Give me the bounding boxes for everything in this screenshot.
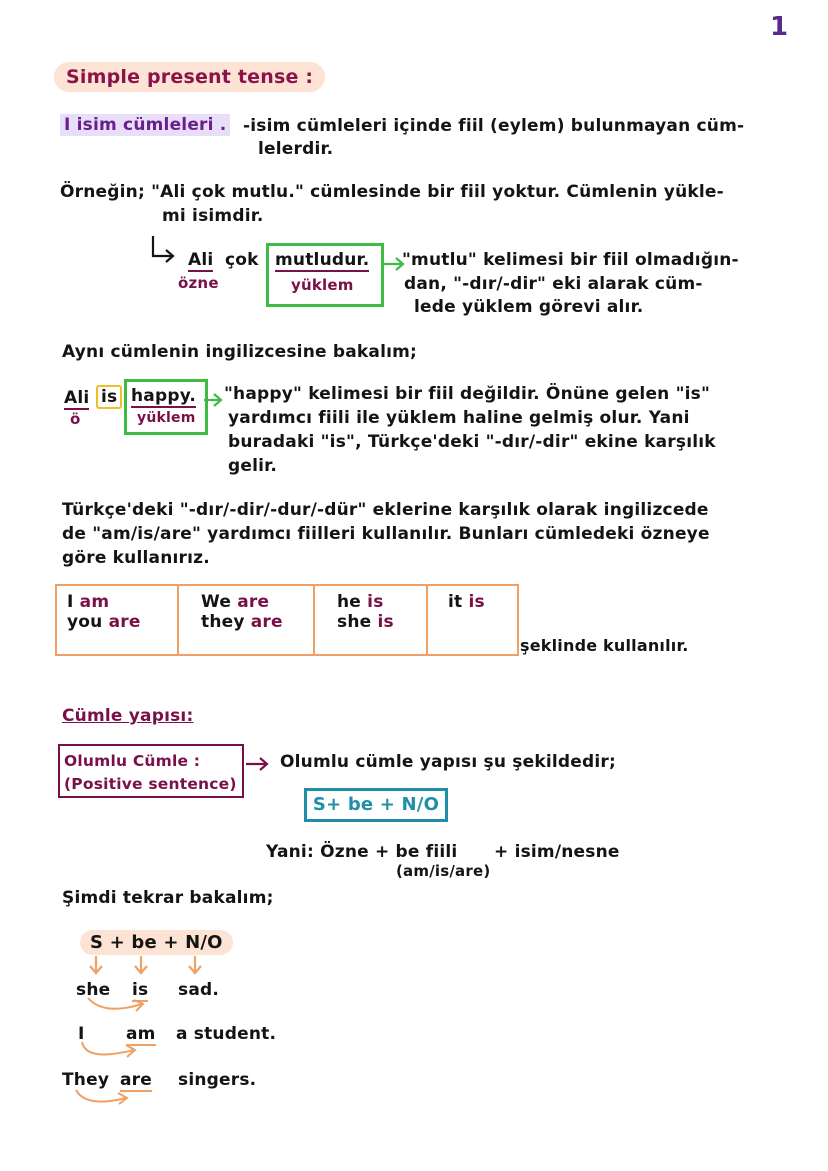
green-arrow-icon-2 [204, 392, 226, 408]
pronoun: she [337, 612, 372, 632]
english-explain-line-3: buradaki "is", Türkçe'deki "-dır/-dir" ekine karşılık [228, 432, 716, 452]
structure-heading: Cümle yapısı: [62, 706, 194, 726]
positive-line-1: Olumlu Cümle : [64, 752, 201, 770]
pronoun-cell-4 [428, 586, 513, 654]
table-suffix: şeklinde kullanılır. [520, 636, 689, 655]
pronoun-cell-2 [179, 586, 315, 654]
positive-sentence-box [58, 744, 244, 798]
english-word-is: is [96, 385, 122, 409]
pronoun-row [201, 612, 303, 632]
word-mutludur: mutludur. [275, 250, 370, 270]
yuklem-box [266, 243, 384, 307]
example-rest: a student. [176, 1024, 277, 1044]
english-explain-line-1: "happy" kelimesi bir fiil değildir. Önüne gelen "is" [224, 384, 711, 404]
example-be: are [120, 1070, 152, 1090]
page-number: 1 [770, 12, 789, 42]
english-word-happy: happy. [131, 386, 197, 406]
repeat-formula: S + be + N/O [80, 930, 233, 955]
be-verb: is [367, 592, 384, 612]
example-line-1: Örneğin; "Ali çok mutlu." cümlesinde bir fiil yoktur. Cümlenin yükle- [60, 182, 724, 202]
yani-tail: + isim/nesne [494, 842, 620, 862]
example-subject: They [62, 1070, 110, 1090]
repeat-intro: Şimdi tekrar bakalım; [62, 888, 274, 908]
be-verb: am [79, 592, 110, 612]
pronoun-row [337, 592, 416, 612]
pronoun: you [67, 612, 103, 632]
be-verb: are [237, 592, 270, 612]
positive-description: Olumlu cümle yapısı şu şekildedir; [280, 752, 616, 772]
label-ozne: özne [178, 274, 219, 292]
english-word-ali: Ali [64, 388, 90, 408]
definition-line-1: -isim cümleleri içinde fiil (eylem) bulunmayan cüm- [243, 116, 745, 136]
label-yuklem: yüklem [291, 276, 354, 294]
english-explain-line-2: yardımcı fiili ile yüklem haline gelmiş olur. Yani [228, 408, 690, 428]
example-be: am [126, 1024, 156, 1044]
pronoun-row [337, 612, 416, 632]
curved-arrow-icon [72, 1088, 142, 1108]
positive-line-2: (Positive sentence) [64, 775, 237, 793]
be-verb: are [108, 612, 141, 632]
definition-line-2: lelerdir. [258, 139, 334, 159]
be-verb: is [377, 612, 394, 632]
pronoun-cell-1 [57, 586, 179, 654]
explain-line-3: lede yüklem görevi alır. [414, 297, 644, 317]
word-cok: çok [225, 250, 259, 270]
note-line-1: Türkçe'deki "-dır/-dir/-dur/-dür" eklerine karşılık olarak ingilizcede [62, 500, 709, 520]
pronoun-table [55, 584, 519, 656]
be-verb: are [250, 612, 283, 632]
example-subject: she [76, 980, 111, 1000]
english-intro: Aynı cümlenin ingilizcesine bakalım; [62, 342, 418, 362]
english-explain-line-4: gelir. [228, 456, 277, 476]
pronoun: it [448, 592, 463, 612]
pronoun: We [201, 592, 232, 612]
plum-arrow-icon [246, 756, 272, 772]
curved-arrow-icon [78, 1040, 148, 1062]
example-line-2: mi isimdir. [162, 206, 264, 226]
example-rest: sad. [178, 980, 220, 1000]
section-label-isim-cumleleri: I isim cümleleri . [60, 114, 230, 136]
corner-arrow-icon [150, 236, 180, 266]
example-rest: singers. [178, 1070, 257, 1090]
formula-box: S+ be + N/O [304, 788, 448, 822]
english-label-yuklem: yüklem [137, 410, 196, 426]
be-verb: is [468, 592, 485, 612]
example-subject: I [78, 1024, 85, 1044]
down-arrows-icon [86, 956, 216, 978]
pronoun-row [448, 592, 503, 612]
note-line-3: göre kullanırız. [62, 548, 210, 568]
yani-sub: (am/is/are) [396, 862, 491, 880]
example-be: is [132, 980, 149, 1000]
pronoun-row [201, 592, 303, 612]
curved-arrow-icon [84, 996, 154, 1014]
page-title: Simple present tense : [54, 62, 325, 92]
pronoun-cell-3 [315, 586, 428, 654]
yani-line: Yani: Özne + be fiili [266, 842, 458, 862]
pronoun-row [67, 592, 167, 612]
explain-line-1: "mutlu" kelimesi bir fiil olmadığın- [402, 250, 739, 270]
pronoun: he [337, 592, 362, 612]
pronoun: I [67, 592, 74, 612]
explain-line-2: dan, "-dır/-dir" eki alarak cüm- [404, 274, 703, 294]
english-yuklem-box [124, 379, 208, 435]
english-label-o: ö [70, 410, 81, 428]
word-ali: Ali [188, 250, 214, 270]
pronoun-row [67, 612, 167, 632]
pronoun: they [201, 612, 245, 632]
note-line-2: de "am/is/are" yardımcı fiilleri kullanılır. Bunları cümledeki özneye [62, 524, 710, 544]
